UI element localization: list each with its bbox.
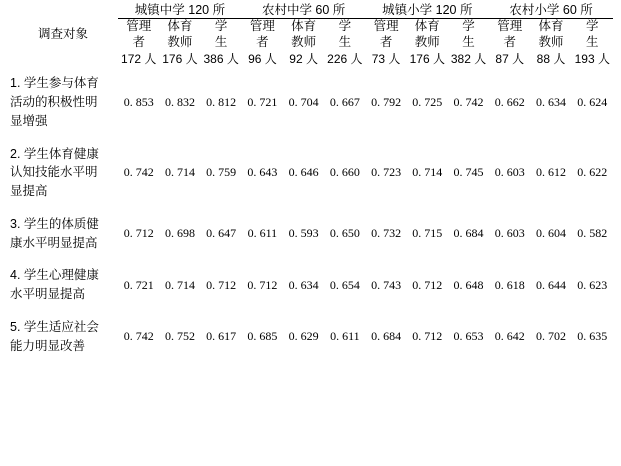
- role-header-5-line-1: 学: [338, 19, 352, 33]
- cell-r4-c11: 0. 644: [535, 277, 566, 292]
- role-header-8: [448, 19, 489, 51]
- sample-count-7: 176 人: [409, 52, 445, 67]
- row-label-3: [8, 208, 118, 260]
- cell-r4-c9: 0. 648: [453, 277, 484, 292]
- role-header-0-line-2: 者: [132, 34, 145, 49]
- cell-r4-c10: 0. 618: [494, 277, 525, 292]
- row-label-5-line-1: 5. 学生适应社会: [10, 319, 99, 334]
- sample-count-3: 96 人: [248, 52, 277, 67]
- cell-r5-c12: 0. 635: [577, 329, 608, 343]
- table-group-header-row: [8, 0, 613, 19]
- role-header-6: [365, 19, 406, 51]
- cell-r1-c2: 0. 832: [164, 94, 195, 109]
- group-header-urban-primary: 城镇小学 120 所: [365, 0, 489, 19]
- group-header-rural-middle: 农村中学 60 所: [242, 0, 366, 19]
- role-header-3-line-1: 管理: [249, 19, 275, 33]
- table-row: [8, 259, 613, 311]
- cell-r2-c5: 0. 646: [288, 165, 319, 180]
- cell-r1-c11: 0. 634: [535, 94, 566, 109]
- row-label-5: [8, 311, 118, 363]
- role-header-11: [572, 19, 613, 51]
- cell-r1-c7: 0. 792: [371, 94, 402, 109]
- role-header-9-line-2: 者: [503, 34, 517, 49]
- role-header-4-line-2: 教师: [291, 34, 317, 49]
- sample-count-8: 382 人: [450, 52, 487, 67]
- table-row: [8, 208, 613, 260]
- cell-r5-c6: 0. 611: [330, 329, 360, 343]
- table-role-header-row: [8, 19, 613, 51]
- role-header-11-line-2: 生: [586, 34, 599, 49]
- cell-r5-c3: 0. 617: [206, 329, 237, 343]
- role-header-6-line-2: 者: [379, 34, 393, 49]
- role-header-7-line-2: 教师: [414, 34, 440, 49]
- group-header-spacer: [8, 0, 118, 19]
- cell-r5-c1: 0. 742: [123, 329, 154, 343]
- role-header-6-line-1: 管理: [373, 19, 399, 33]
- role-header-3: [242, 19, 283, 51]
- sample-count-11: 193 人: [574, 52, 610, 67]
- sample-count-5: 226 人: [327, 52, 363, 67]
- row-label-3-line-2: 康水平明显提高: [10, 235, 98, 250]
- cell-r5-c4: 0. 685: [247, 329, 278, 343]
- cell-r3-c3: 0. 647: [206, 226, 237, 240]
- cell-r2-c11: 0. 612: [535, 165, 566, 180]
- cell-r4-c4: 0. 712: [247, 277, 278, 292]
- role-header-0-line-1: 管理: [126, 19, 152, 33]
- sample-count-2: 386 人: [203, 52, 239, 67]
- row-label-2-line-3: 显提高: [10, 184, 48, 198]
- cell-r4-c8: 0. 712: [412, 277, 443, 292]
- cell-r2-c4: 0. 643: [247, 165, 278, 180]
- cell-r3-c10: 0. 603: [494, 226, 525, 240]
- cell-r2-c6: 0. 660: [329, 165, 360, 180]
- row-label-2-line-2: 认知技能水平明: [10, 165, 98, 180]
- row-label-1: [8, 67, 118, 137]
- table-row: [8, 138, 613, 208]
- role-header-2: [201, 19, 242, 51]
- cell-r3-c1: 0. 712: [123, 226, 154, 240]
- cell-r4-c5: 0. 634: [288, 277, 319, 292]
- cell-r3-c2: 0. 698: [164, 226, 195, 240]
- role-header-7-line-1: 体育: [414, 19, 440, 33]
- count-row-spacer: [8, 50, 118, 67]
- sample-count-1: 176 人: [162, 52, 198, 67]
- cell-r3-c5: 0. 593: [288, 226, 319, 240]
- cell-r3-c7: 0. 732: [371, 226, 402, 240]
- cell-r5-c11: 0. 702: [535, 329, 566, 343]
- row-label-1-line-3: 显增强: [10, 113, 48, 128]
- role-header-11-line-1: 学: [586, 19, 599, 33]
- cell-r4-c12: 0. 623: [577, 277, 608, 292]
- cell-r4-c2: 0. 714: [164, 277, 195, 292]
- cell-r3-c6: 0. 650: [329, 226, 360, 240]
- role-header-8-line-1: 学: [462, 19, 475, 33]
- cell-r5-c9: 0. 653: [453, 329, 484, 343]
- group-header-urban-middle: 城镇中学 120 所: [118, 0, 242, 19]
- table-row: [8, 67, 613, 137]
- cell-r5-c7: 0. 684: [371, 329, 402, 343]
- role-header-2-line-1: 学: [214, 19, 228, 33]
- cell-r5-c10: 0. 642: [494, 329, 525, 343]
- row-label-2-line-1: 2. 学生体育健康: [10, 146, 99, 161]
- sample-count-4: 92 人: [289, 52, 318, 67]
- survey-results-table: [8, 0, 613, 362]
- cell-r1-c6: 0. 667: [329, 94, 360, 109]
- cell-r2-c7: 0. 723: [371, 165, 402, 180]
- cell-r2-c8: 0. 714: [412, 165, 443, 180]
- subject-column-header: 调查对象: [38, 26, 89, 41]
- role-header-8-line-2: 生: [462, 34, 475, 49]
- cell-r2-c2: 0. 714: [164, 165, 195, 180]
- cell-r1-c4: 0. 721: [247, 94, 278, 109]
- cell-r5-c5: 0. 629: [288, 329, 319, 343]
- cell-r3-c12: 0. 582: [577, 226, 608, 240]
- role-header-10-line-2: 教师: [538, 34, 564, 49]
- row-label-1-line-1: 1. 学生参与体育: [10, 76, 99, 91]
- role-header-0: [118, 19, 159, 51]
- cell-r3-c8: 0. 715: [412, 226, 443, 240]
- cell-r2-c12: 0. 622: [577, 165, 608, 180]
- cell-r1-c3: 0. 812: [206, 94, 237, 109]
- cell-r5-c8: 0. 712: [412, 329, 443, 343]
- table-sample-count-row: [8, 50, 613, 67]
- cell-r4-c7: 0. 743: [371, 277, 402, 292]
- cell-r4-c6: 0. 654: [329, 277, 360, 292]
- cell-r1-c10: 0. 662: [494, 94, 525, 109]
- cell-r2-c9: 0. 745: [453, 165, 484, 180]
- table-row: [8, 311, 613, 363]
- cell-r4-c1: 0. 721: [123, 277, 154, 292]
- role-header-9: [489, 19, 530, 51]
- row-label-2: [8, 138, 118, 208]
- cell-r4-c3: 0. 712: [206, 277, 237, 292]
- cell-r2-c3: 0. 759: [206, 165, 237, 180]
- role-header-1-line-1: 体育: [167, 19, 193, 33]
- role-header-7: [407, 19, 448, 51]
- cell-r1-c8: 0. 725: [412, 94, 443, 109]
- cell-r3-c11: 0. 604: [535, 226, 566, 240]
- row-label-4-line-2: 水平明显提高: [10, 287, 86, 301]
- group-header-rural-primary: 农村小学 60 所: [489, 0, 613, 19]
- role-header-3-line-2: 者: [256, 34, 269, 49]
- role-header-9-line-1: 管理: [497, 19, 523, 33]
- row-label-5-line-2: 能力明显改善: [10, 338, 86, 353]
- sample-count-6: 73 人: [371, 52, 401, 67]
- cell-r1-c12: 0. 624: [577, 94, 608, 109]
- cell-r2-c1: 0. 742: [123, 165, 154, 180]
- role-header-4-line-1: 体育: [291, 19, 317, 33]
- role-header-4: [283, 19, 324, 51]
- cell-r5-c2: 0. 752: [164, 329, 195, 343]
- cell-r3-c4: 0. 611: [247, 226, 278, 240]
- role-header-10: [530, 19, 571, 51]
- row-label-1-line-2: 活动的积极性明: [10, 95, 98, 109]
- row-label-4-line-1: 4. 学生心理健康: [10, 268, 99, 283]
- role-header-1-line-2: 教师: [167, 34, 193, 49]
- sample-count-10: 88 人: [536, 52, 566, 67]
- row-label-3-line-1: 3. 学生的体质健: [10, 216, 99, 231]
- cell-r3-c9: 0. 684: [453, 226, 484, 240]
- cell-r1-c9: 0. 742: [453, 94, 484, 109]
- row-label-4: [8, 259, 118, 311]
- sample-count-0: 172 人: [121, 52, 157, 67]
- role-header-2-line-2: 生: [214, 34, 228, 49]
- sample-count-9: 87 人: [495, 52, 525, 67]
- cell-r1-c1: 0. 853: [123, 94, 154, 109]
- role-header-1: [159, 19, 200, 51]
- cell-r2-c10: 0. 603: [494, 165, 525, 180]
- role-header-10-line-1: 体育: [538, 19, 564, 33]
- cell-r1-c5: 0. 704: [288, 94, 319, 109]
- role-header-5-line-2: 生: [338, 34, 352, 49]
- role-header-5: [324, 19, 365, 51]
